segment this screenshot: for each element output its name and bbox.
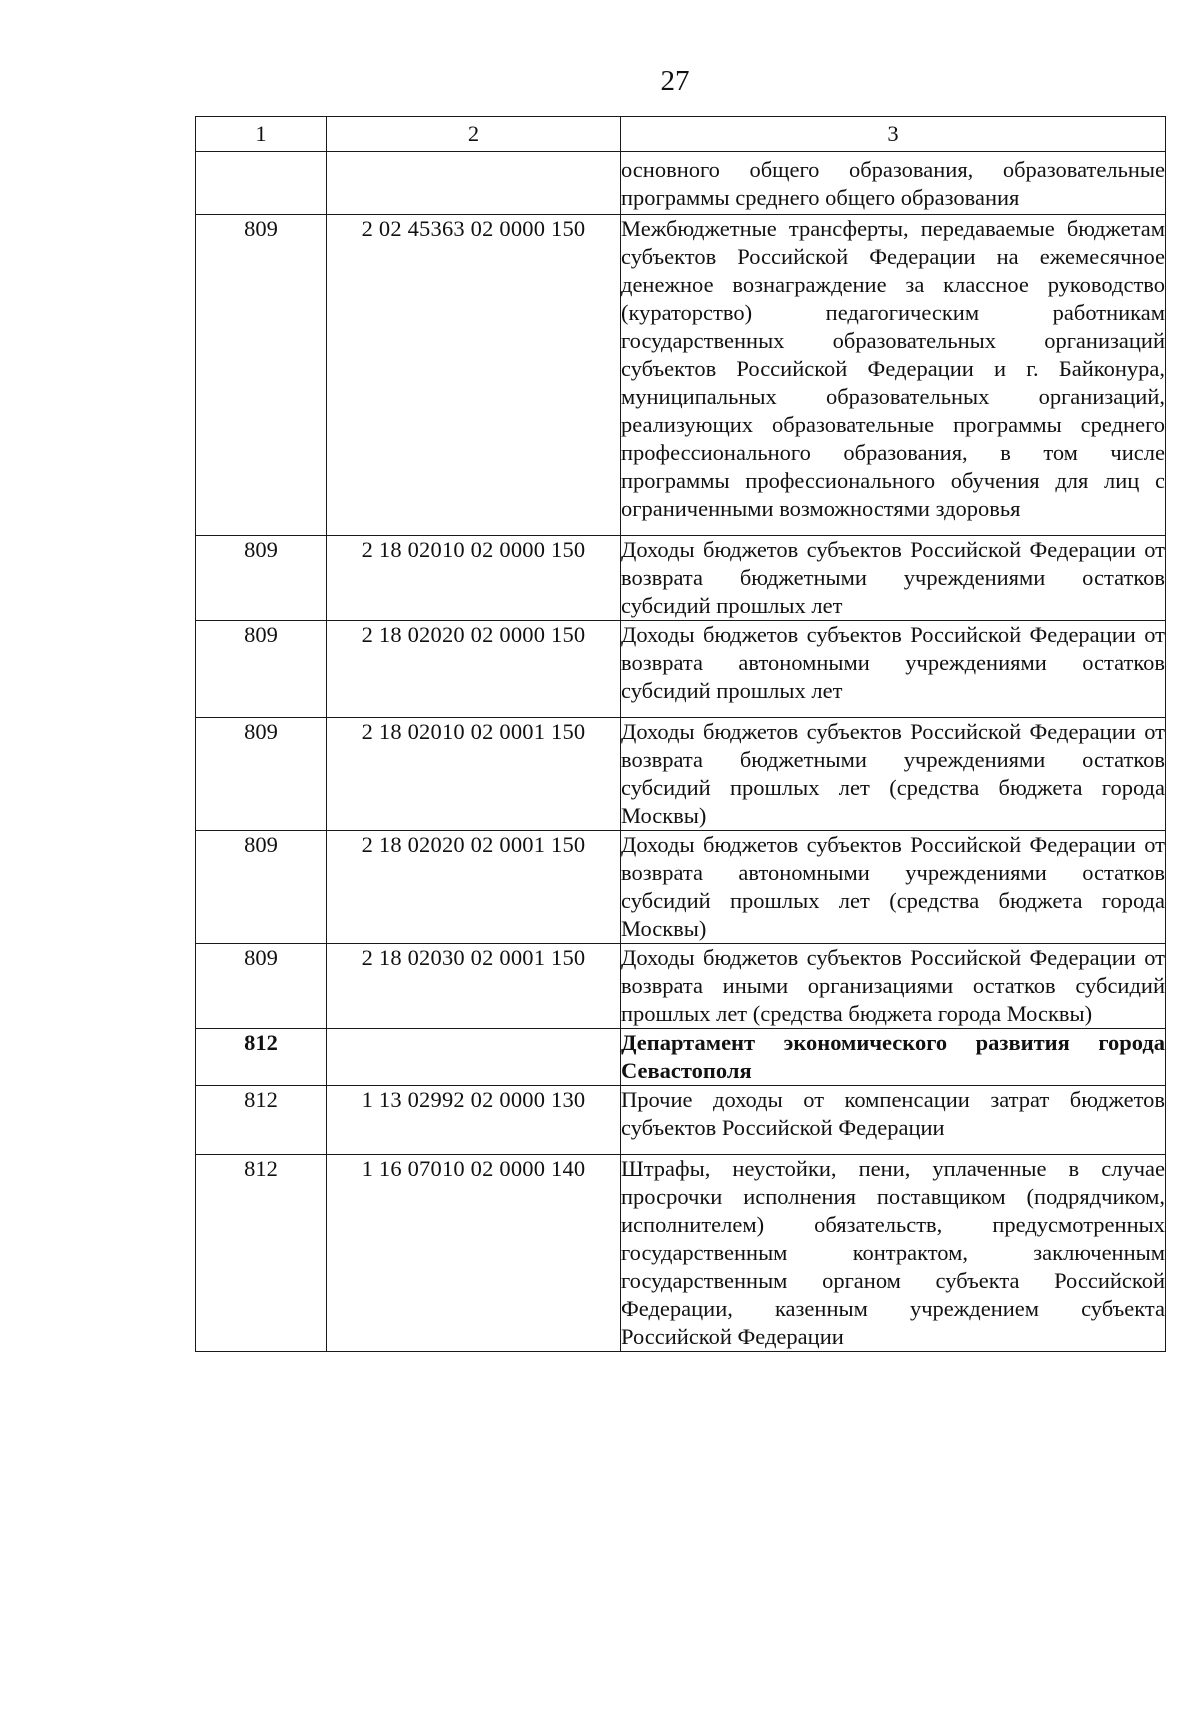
- column-header-3: 3: [621, 117, 1166, 152]
- revenue-code-cell: [327, 1029, 621, 1086]
- revenue-code-cell: 1 13 02992 02 0000 130: [327, 1086, 621, 1155]
- table-row: [196, 152, 1166, 215]
- admin-code-cell: 809: [196, 718, 327, 831]
- table-row: [196, 1086, 1166, 1155]
- revenue-code-cell: 2 18 02020 02 0001 150: [327, 831, 621, 944]
- revenue-codes-table: [195, 116, 1166, 1352]
- revenue-code-cell: 2 18 02020 02 0000 150: [327, 621, 621, 718]
- admin-code-cell: 812: [196, 1155, 327, 1352]
- table-row: [196, 1029, 1166, 1086]
- admin-code-cell: 812: [196, 1029, 327, 1086]
- revenue-code-cell: 2 18 02030 02 0001 150: [327, 944, 621, 1029]
- description-cell: Доходы бюджетов субъектов Российской Федерации от возврата автономными учреждениями остатков субсидий прошлых лет: [621, 621, 1166, 718]
- table-row: [196, 536, 1166, 621]
- table-row: [196, 718, 1166, 831]
- description-cell: Межбюджетные трансферты, передаваемые бюджетам субъектов Российской Федерации на ежемесячное денежное вознаграждение за классное руководство (кураторство) педагогическим работникам государственных образовательных организаций субъектов Российской Федерации и г. Байконура, муниципальных образовательных организаций, реализующих образовательные программы среднего профессионального образования, в том числе программы профессионального обучения для лиц с ограниченными возможностями здоровья: [621, 215, 1166, 536]
- description-cell: Прочие доходы от компенсации затрат бюджетов субъектов Российской Федерации: [621, 1086, 1166, 1155]
- table-row: [196, 1155, 1166, 1352]
- revenue-code-cell: 2 02 45363 02 0000 150: [327, 215, 621, 536]
- table-row: [196, 621, 1166, 718]
- revenue-code-cell: 2 18 02010 02 0001 150: [327, 718, 621, 831]
- admin-code-cell: 809: [196, 536, 327, 621]
- column-header-2: 2: [327, 117, 621, 152]
- description-cell: основного общего образования, образовательные программы среднего общего образования: [621, 152, 1166, 215]
- admin-code-cell: 809: [196, 621, 327, 718]
- page-number: 27: [660, 65, 690, 97]
- column-header-1: 1: [196, 117, 327, 152]
- description-cell: Доходы бюджетов субъектов Российской Федерации от возврата бюджетными учреждениями остатков субсидий прошлых лет (средства бюджета города Москвы): [621, 718, 1166, 831]
- description-cell: Доходы бюджетов субъектов Российской Федерации от возврата бюджетными учреждениями остатков субсидий прошлых лет: [621, 536, 1166, 621]
- table-row: [196, 215, 1166, 536]
- description-cell: Доходы бюджетов субъектов Российской Федерации от возврата автономными учреждениями остатков субсидий прошлых лет (средства бюджета города Москвы): [621, 831, 1166, 944]
- table-row: [196, 831, 1166, 944]
- description-cell: Штрафы, неустойки, пени, уплаченные в случае просрочки исполнения поставщиком (подрядчиком, исполнителем) обязательств, предусмотренных государственным контрактом, заключенным государственным органом субъекта Российской Федерации, казенным учреждением субъекта Российской Федерации: [621, 1155, 1166, 1352]
- table-row: [196, 944, 1166, 1029]
- header-row: [196, 117, 1166, 152]
- admin-code-cell: 812: [196, 1086, 327, 1155]
- department-title-cell: Департамент экономического развития города Севастополя: [621, 1029, 1166, 1086]
- admin-code-cell: [196, 152, 327, 215]
- revenue-code-cell: 2 18 02010 02 0000 150: [327, 536, 621, 621]
- admin-code-cell: 809: [196, 831, 327, 944]
- revenue-code-cell: [327, 152, 621, 215]
- revenue-code-cell: 1 16 07010 02 0000 140: [327, 1155, 621, 1352]
- admin-code-cell: 809: [196, 944, 327, 1029]
- description-cell: Доходы бюджетов субъектов Российской Федерации от возврата иными организациями остатков субсидий прошлых лет (средства бюджета города Москвы): [621, 944, 1166, 1029]
- admin-code-cell: 809: [196, 215, 327, 536]
